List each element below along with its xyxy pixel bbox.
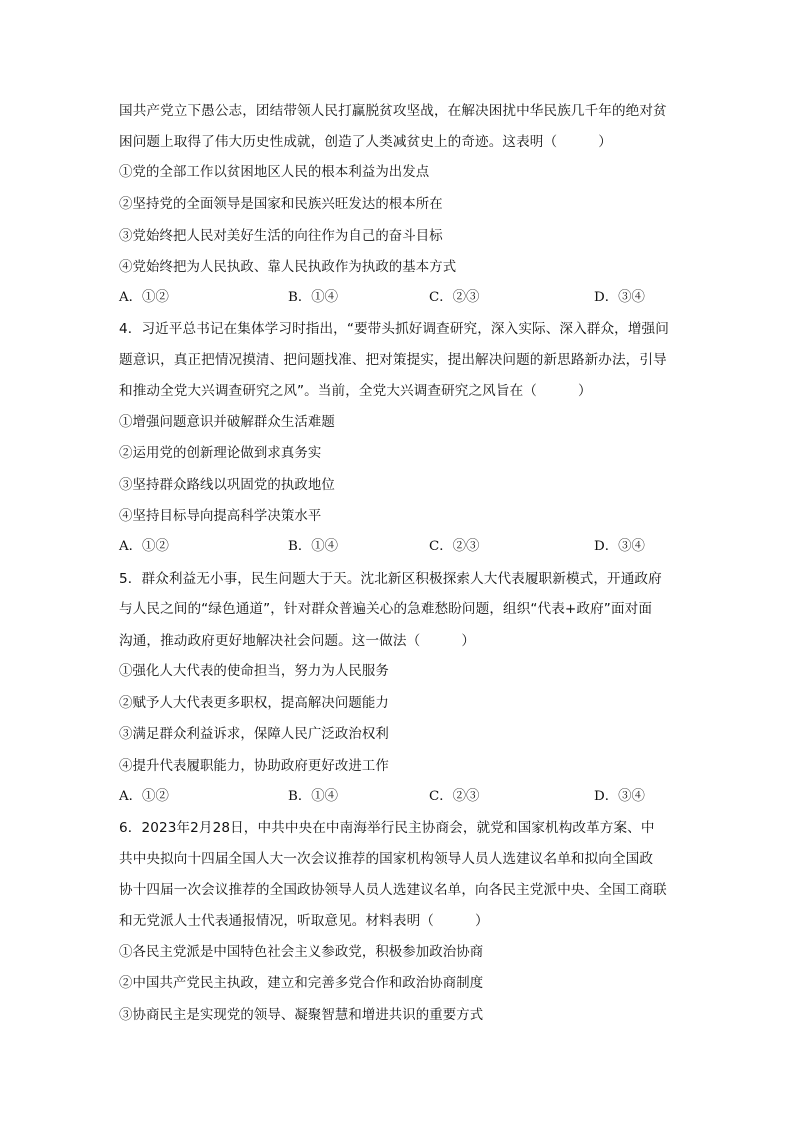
q5-choice-b: B．①④	[288, 789, 339, 804]
q3-choices	[119, 288, 675, 308]
q5-stem-line-3: 沟通，推动政府更好地解决社会问题。这一做法（ ）	[119, 633, 476, 649]
q5-option-1: ①强化人大代表的使命担当，努力为人民服务	[119, 664, 389, 679]
q5-choices	[119, 787, 675, 807]
q4-choice-c: C．②③	[429, 539, 480, 554]
q3-option-1: ①党的全部工作以贫困地区人民的根本利益为出发点	[119, 165, 430, 180]
q4-option-4: ④坚持目标导向提高科学决策水平	[119, 509, 322, 524]
q6-option-1: ①各民主党派是中国特色社会主义参政党，积极参加政治协商	[119, 945, 484, 960]
q3-choice-c: C．②③	[429, 290, 480, 305]
q5-choice-c: C．②③	[429, 789, 480, 804]
q6-option-3: ③协商民主是实现党的领导、凝聚智慧和增进共识的重要方式	[119, 1008, 484, 1023]
q3-choice-d: D．③④	[594, 290, 645, 305]
q3-choice-b: B．①④	[288, 290, 339, 305]
q6-stem-line-1: 6．2023年2月28日，中共中央在中南海举行民主协商会，就党和国家机构改革方案、中	[119, 820, 655, 836]
q5-option-2: ②赋予人大代表更多职权，提高解决问题能力	[119, 696, 389, 711]
q6-stem-line-3: 协十四届一次会议推荐的全国政协领导人员人选建议名单，向各民主党派中央、全国工商联	[119, 882, 667, 898]
q6-stem-line-2: 共中央拟向十四届全国人大一次会议推荐的国家机构领导人员人选建议名单和拟向全国政	[119, 851, 654, 867]
q3-choice-a: A．①②	[119, 290, 169, 305]
q3-option-4: ④党始终把为人民执政、靠人民执政作为执政的基本方式	[119, 260, 457, 275]
q4-stem-line-1: 4．习近平总书记在集体学习时指出，“要带头抓好调查研究，深入实际、深入群众，增强问	[119, 321, 669, 337]
q5-choice-d: D．③④	[594, 789, 645, 804]
q4-option-3: ③坚持群众路线以巩固党的执政地位	[119, 478, 335, 493]
q5-choice-a: A．①②	[119, 789, 169, 804]
q3-option-3: ③党始终把人民对美好生活的向往作为自己的奋斗目标	[119, 229, 443, 244]
q6-option-2: ②中国共产党民主执政，建立和完善多党合作和政治协商制度	[119, 976, 484, 991]
q4-option-2: ②运用党的创新理论做到求真务实	[119, 446, 322, 461]
q5-option-4: ④提升代表履职能力，协助政府更好改进工作	[119, 759, 389, 774]
q6-stem-line-4: 和无党派人士代表通报情况，听取意见。材料表明（ ）	[119, 913, 489, 929]
q4-stem-line-2: 题意识，真正把情况摸清、把问题找准、把对策提实，提出解决问题的新思路新办法，引导	[119, 352, 667, 368]
q3-stem-line-1: 国共产党立下愚公志，团结带领人民打赢脱贫攻坚战，在解决困扰中华民族几千年的绝对贫	[119, 103, 667, 119]
q4-stem-line-3: 和推动全党大兴调查研究之风”。当前，全党大兴调查研究之风旨在（ ）	[119, 383, 592, 399]
q3-stem-line-2: 困问题上取得了伟大历史性成就，创造了人类减贫史上的奇迹。这表明（ ）	[119, 134, 612, 150]
q5-stem-line-1: 5．群众利益无小事，民生问题大于天。沈北新区积极探索人大代表履职新模式，开通政府	[119, 571, 662, 587]
q4-choices	[119, 537, 675, 557]
q4-choice-a: A．①②	[119, 539, 169, 554]
q5-option-3: ③满足群众利益诉求，保障人民广泛政治权利	[119, 727, 389, 742]
q5-stem-line-2: 与人民之间的“绿色通道”，针对群众普遍关心的急难愁盼问题，组织“代表+政府”面对面	[119, 601, 653, 617]
q4-choice-d: D．③④	[594, 539, 645, 554]
q3-option-2: ②坚持党的全面领导是国家和民族兴旺发达的根本所在	[119, 197, 443, 212]
q4-choice-b: B．①④	[288, 539, 339, 554]
q4-option-1: ①增强问题意识并破解群众生活难题	[119, 415, 335, 430]
